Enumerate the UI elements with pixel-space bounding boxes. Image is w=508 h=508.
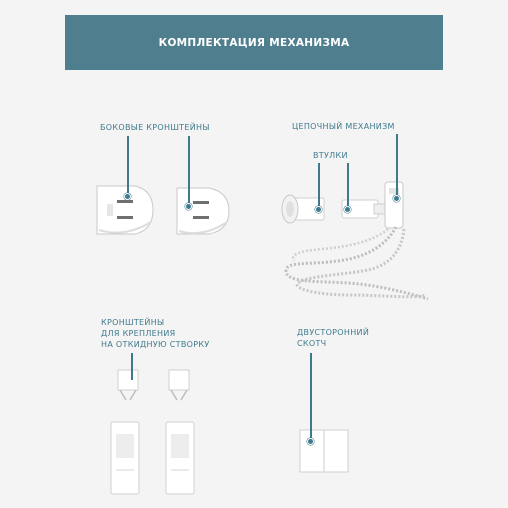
side-bracket-right-pointer-line <box>188 136 190 206</box>
hinged-bracket-bottom-left-image <box>108 420 142 496</box>
chain-mechanism-pointer-line <box>396 134 398 198</box>
hinged-bracket-top-right-image <box>167 368 191 402</box>
side-bracket-left-image <box>95 182 155 238</box>
bushing-small-pointer-line <box>347 163 349 209</box>
hinged-bracket-bottom-right-image <box>163 420 197 496</box>
side-bracket-left-pointer-dot <box>124 193 131 200</box>
hinged-brackets-label <box>101 317 210 350</box>
tape-pointer-line <box>310 353 312 441</box>
double-sided-tape-image <box>298 428 350 474</box>
tape-label-line1: ДВУСТОРОННИЙ <box>297 328 370 337</box>
bushing-large-pointer-dot <box>315 206 322 213</box>
page-title: КОМПЛЕКТАЦИЯ МЕХАНИЗМА <box>158 36 350 49</box>
bushings-label: ВТУЛКИ <box>313 151 348 160</box>
hinged-bracket-pointer-line <box>131 353 133 380</box>
hinged-bracket-top-left-image <box>116 368 140 402</box>
tape-label <box>297 327 369 349</box>
side-bracket-right-image <box>175 184 231 238</box>
hinged-brackets-label-line3: НА ОТКИДНУЮ СТВОРКУ <box>101 340 210 349</box>
bushing-large-pointer-line <box>318 163 320 209</box>
tape-pointer-dot <box>307 438 314 445</box>
bushing-small-pointer-dot <box>344 206 351 213</box>
chain-mechanism-pointer-dot <box>393 195 400 202</box>
bead-chain-image <box>278 225 436 305</box>
side-bracket-right-pointer-dot <box>185 203 192 210</box>
header-banner <box>65 15 443 70</box>
hinged-brackets-label-line1: КРОНШТЕЙНЫ <box>101 318 165 327</box>
side-brackets-label: БОКОВЫЕ КРОНШТЕЙНЫ <box>100 123 210 132</box>
side-bracket-left-pointer-line <box>127 136 129 196</box>
tape-label-line2: СКОТЧ <box>297 339 327 348</box>
hinged-brackets-label-line2: ДЛЯ КРЕПЛЕНИЯ <box>101 329 176 338</box>
chain-mechanism-label: ЦЕПОЧНЫЙ МЕХАНИЗМ <box>292 122 395 131</box>
